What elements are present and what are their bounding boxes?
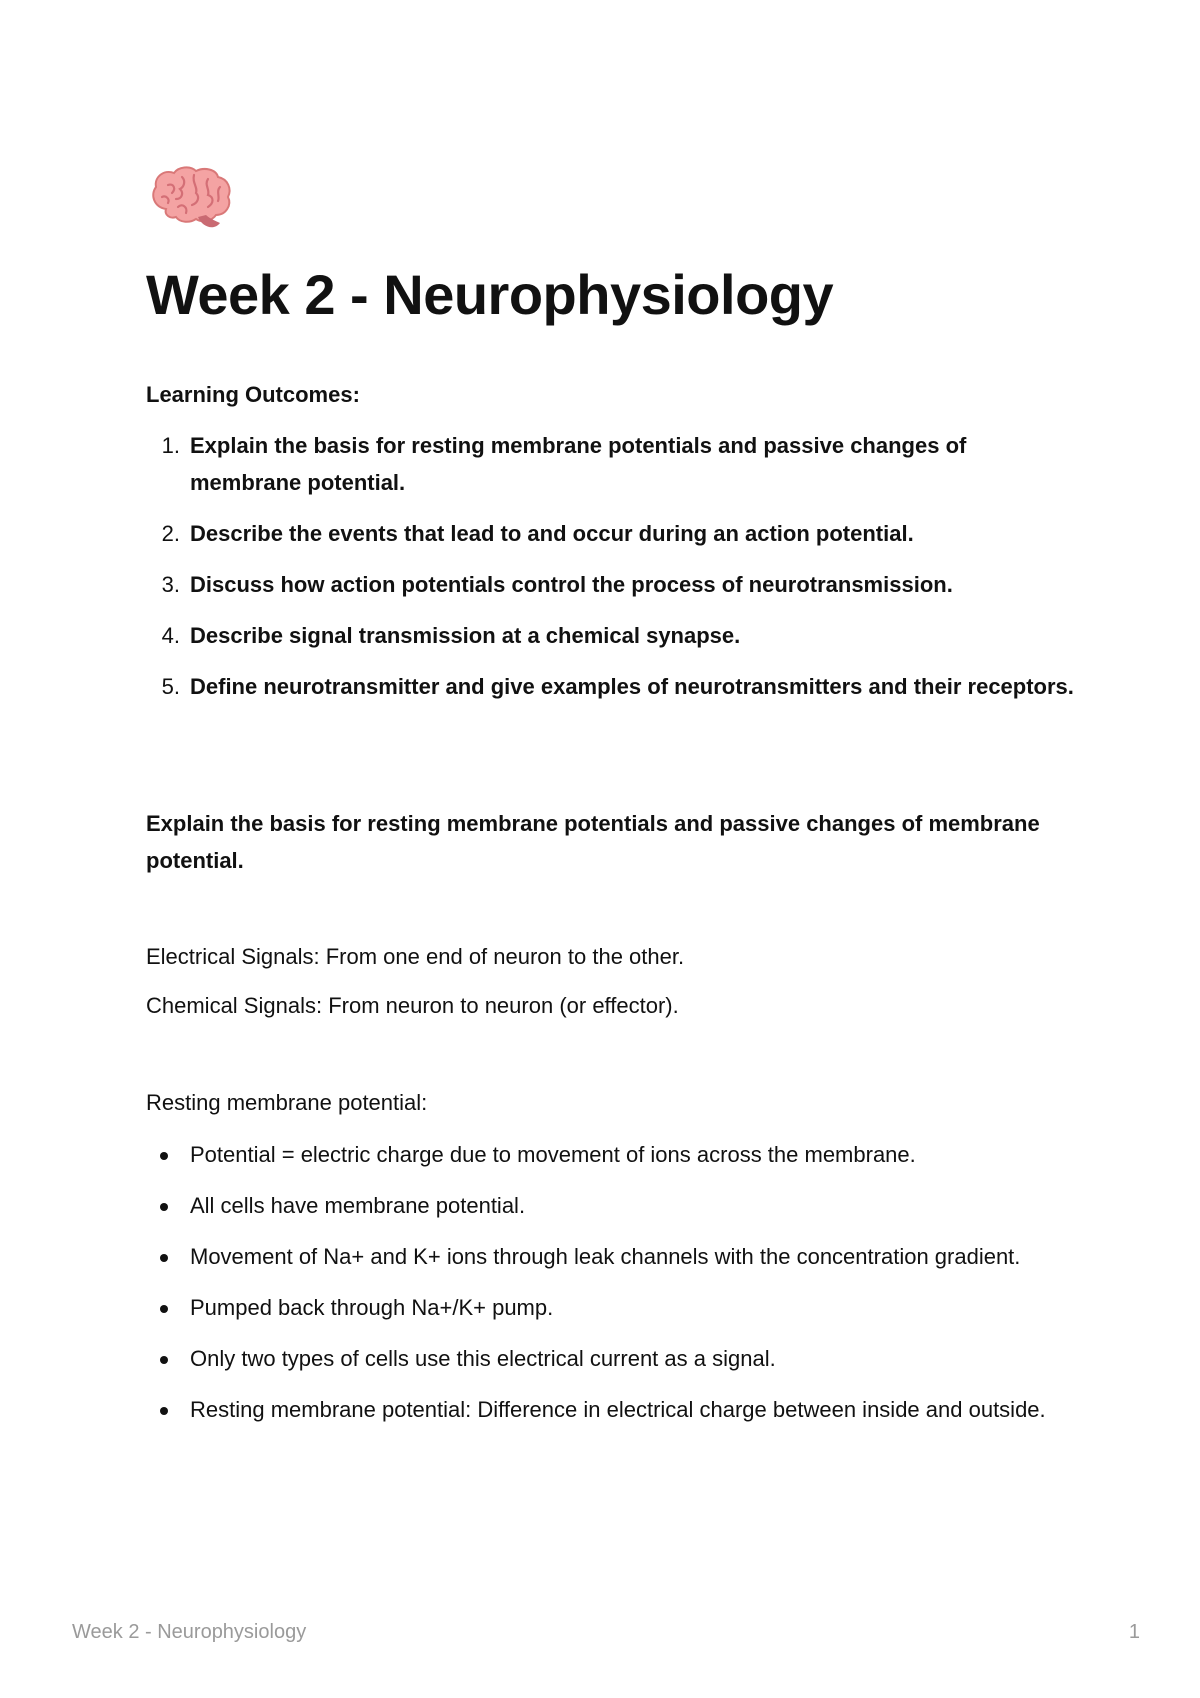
- list-item-text: Define neurotransmitter and give examples of neurotransmitters and their receptors.: [190, 674, 1074, 699]
- list-number: 3.: [161, 572, 180, 597]
- list-number: 1.: [161, 433, 180, 458]
- bullet-icon: [160, 1407, 168, 1415]
- list-item: [146, 1289, 1076, 1326]
- bullet-icon: [160, 1305, 168, 1313]
- list-number: 5.: [161, 674, 180, 699]
- list-item-text: All cells have membrane potential.: [190, 1193, 526, 1218]
- resting-potential-bullets: [146, 1136, 1076, 1442]
- list-item: [146, 1136, 1076, 1173]
- list-item: [146, 1391, 1076, 1428]
- list-item-text: Describe signal transmission at a chemical synapse.: [190, 623, 741, 648]
- list-item-text: Resting membrane potential: Difference in electrical charge between inside and outside.: [190, 1397, 1046, 1422]
- list-item: [146, 1340, 1076, 1377]
- list-item: [146, 1238, 1076, 1275]
- list-item: [146, 1187, 1076, 1224]
- list-item-text: Describe the events that lead to and occur during an action potential.: [190, 521, 914, 546]
- list-number: 2.: [161, 521, 180, 546]
- list-item-text: Explain the basis for resting membrane potentials and passive changes of membrane potential.: [190, 433, 967, 495]
- list-item-text: Only two types of cells use this electrical current as a signal.: [190, 1346, 776, 1371]
- brain-icon: [148, 165, 234, 233]
- footer-page-number: 1: [1128, 1621, 1140, 1643]
- learning-outcomes-label: Learning Outcomes:: [146, 382, 360, 407]
- list-item-text: Movement of Na+ and K+ ions through leak channels with the concentration gradient.: [190, 1244, 1021, 1269]
- list-item: [146, 668, 1076, 705]
- list-item-text: Potential = electric charge due to movement of ions across the membrane.: [190, 1142, 916, 1167]
- learning-outcomes-list: [146, 427, 1076, 719]
- list-item-text: Discuss how action potentials control the process of neurotransmission.: [190, 572, 953, 597]
- list-item-text: Pumped back through Na+/K+ pump.: [190, 1295, 554, 1320]
- page-title: Week 2 - Neurophysiology: [146, 263, 834, 326]
- paragraph-electrical-signals: Electrical Signals: From one end of neuron to the other.: [146, 944, 685, 969]
- bullet-icon: [160, 1254, 168, 1262]
- list-item: [146, 515, 1076, 552]
- bullet-icon: [160, 1356, 168, 1364]
- footer-title: Week 2 - Neurophysiology: [72, 1621, 307, 1643]
- bullet-icon: [160, 1203, 168, 1211]
- list-number: 4.: [161, 623, 180, 648]
- paragraph-resting-potential-label: Resting membrane potential:: [146, 1090, 428, 1115]
- section-heading: Explain the basis for resting membrane potentials and passive changes of membrane potential.: [146, 811, 1040, 873]
- paragraph-chemical-signals: Chemical Signals: From neuron to neuron (or effector).: [146, 993, 679, 1018]
- list-item: [146, 566, 1076, 603]
- bullet-icon: [160, 1152, 168, 1160]
- list-item: [146, 427, 1076, 501]
- list-item: [146, 617, 1076, 654]
